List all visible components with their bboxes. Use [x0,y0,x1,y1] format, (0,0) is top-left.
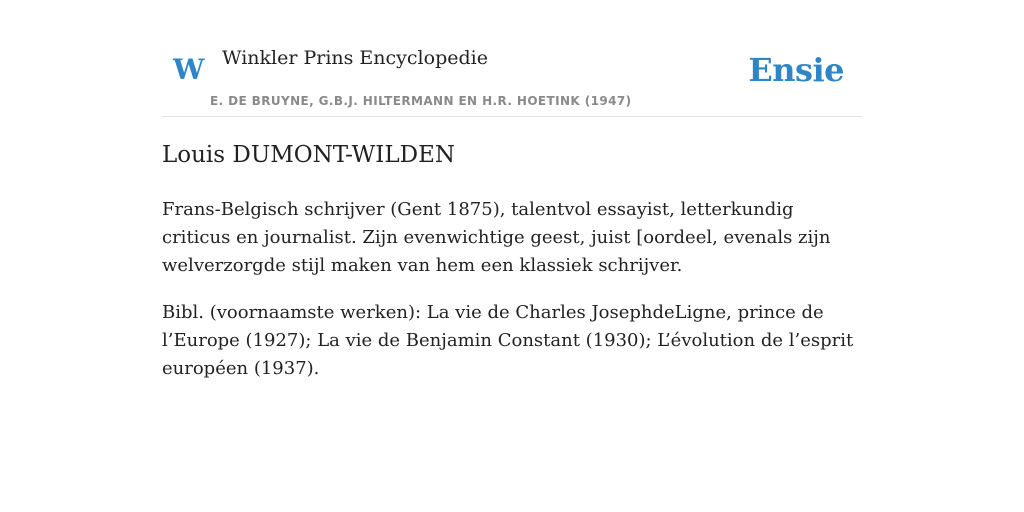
brand-logo[interactable]: Ensie [748,51,844,89]
source-header [162,0,862,117]
source-logo: W [173,53,205,86]
article [162,136,862,402]
article-title: Louis DUMONT-WILDEN [162,142,456,168]
source-title[interactable]: Winkler Prins Encyclopedie [222,47,488,69]
source-authors: E. DE BRUYNE, G.B.J. HILTERMANN EN H.R. HOETINK (1947) [210,94,632,108]
article-paragraph: Bibl. (voornaamste werken): La vie de Charles JosephdeLigne, prince de l’Europe (1927); La vie de Benjamin Constant (1930); L’évolution de l’esprit européen (1937). [162,302,854,379]
article-paragraph: Frans-Belgisch schrijver (Gent 1875), talentvol essayist, letterkundig criticus en journalist. Zijn evenwichtige geest, juist [oordeel, evenals zijn welverzorgde stijl maken van hem een klassiek schrijver. [162,199,831,276]
